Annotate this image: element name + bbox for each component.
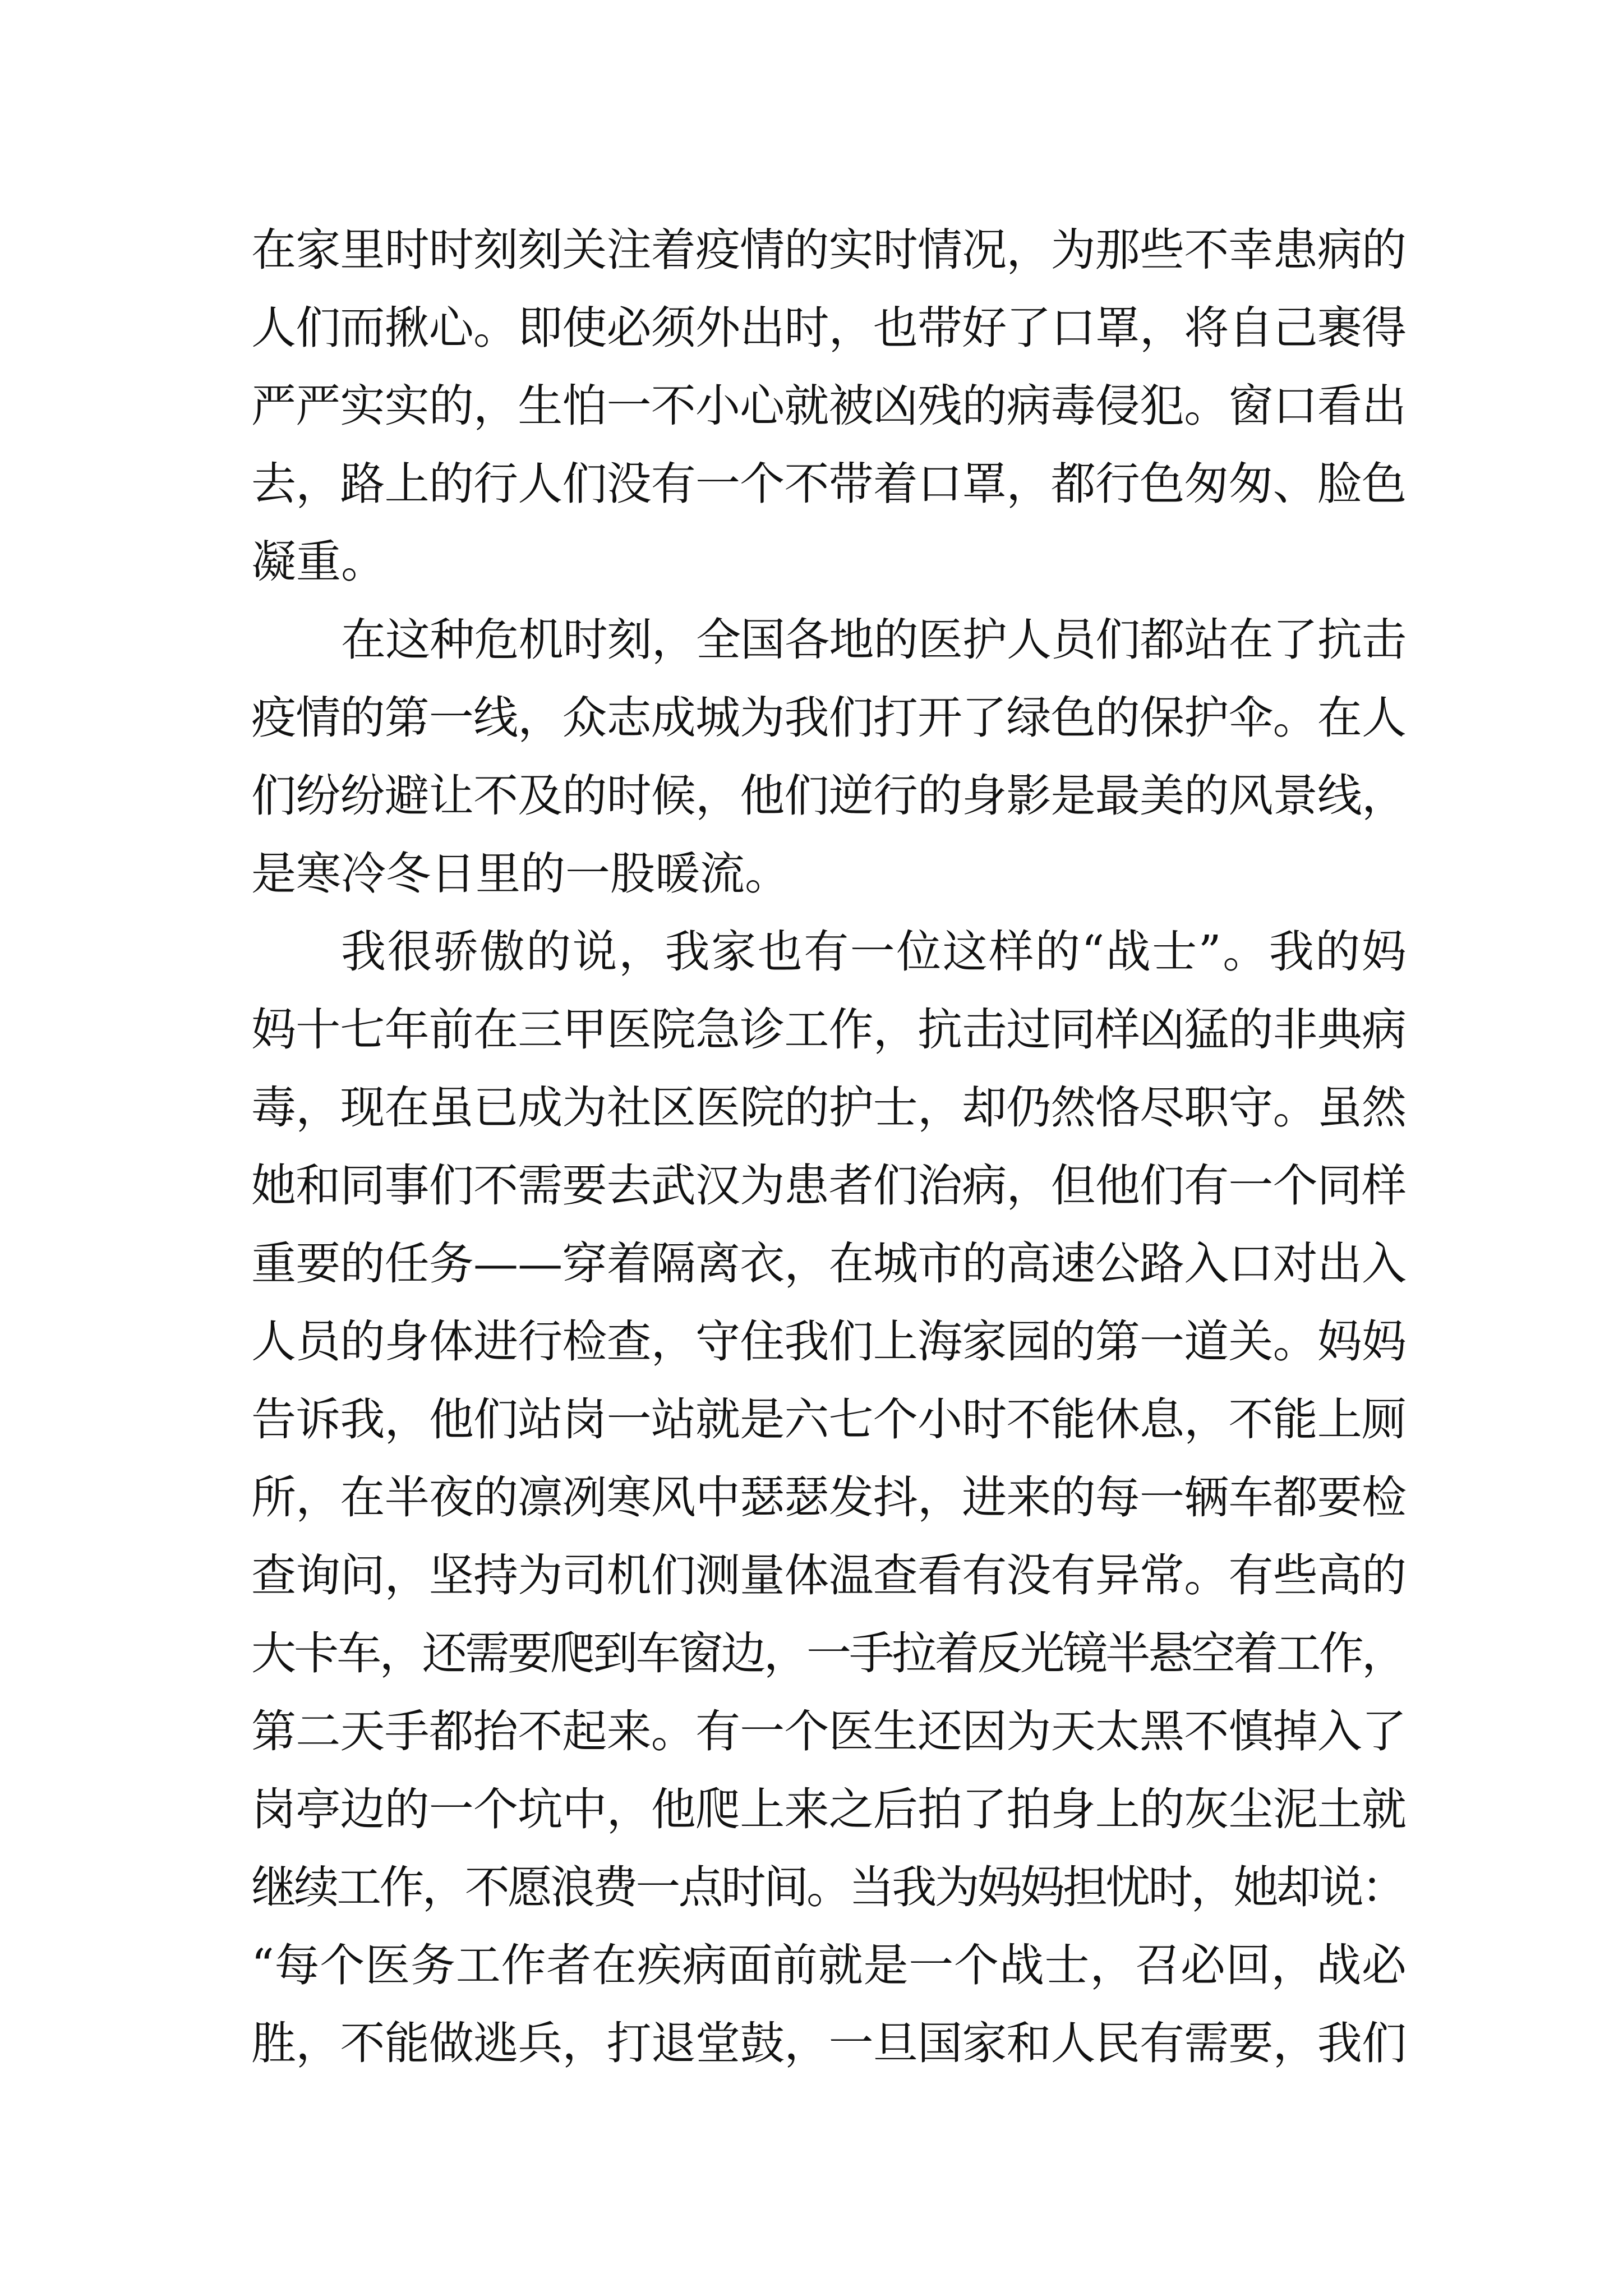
text-line: 岗亭边的一个坑中，他爬上来之后拍了拍身上的灰尘泥土就	[251, 1783, 1407, 1835]
text-line: 大卡车，还需要爬到车窗边，一手拉着反光镜半悬空着工作，	[251, 1627, 1405, 1680]
text-line: 疫情的第一线，众志成城为我们打开了绿色的保护伞。在人	[251, 692, 1407, 744]
text-line: 胜，不能做逃兵，打退堂鼓，一旦国家和人民有需要，我们	[251, 2017, 1407, 2069]
text-line: 人们而揪心。即使必须外出时，也带好了口罩，将自己裹得	[251, 302, 1407, 354]
text-line: 凝重。	[251, 536, 386, 588]
paragraph-start-line: 在这种危机时刻，全国各地的医护人员们都站在了抗击	[341, 614, 1407, 666]
text-line: 重要的任务——穿着隔离衣，在城市的高速公路入口对出入	[251, 1237, 1407, 1290]
text-line: 继续工作，不愿浪费一点时间。当我为妈妈担忧时，她却说：	[251, 1861, 1405, 1913]
text-line: 们纷纷避让不及的时候，他们逆行的身影是最美的风景线，	[251, 770, 1407, 822]
text-line: 第二天手都抬不起来。有一个医生还因为天太黑不慎掉入了	[251, 1705, 1407, 1757]
text-line: 查询问，坚持为司机们测量体温查看有没有异常。有些高的	[251, 1549, 1407, 1602]
text-line: 是寒冷冬日里的一股暖流。	[251, 848, 790, 900]
text-line: 去，路上的行人们没有一个不带着口罩，都行色匆匆、脸色	[251, 458, 1407, 510]
text-line: 妈十七年前在三甲医院急诊工作，抗击过同样凶猛的非典病	[251, 1004, 1407, 1056]
text-line: 所，在半夜的凛冽寒风中瑟瑟发抖，进来的每一辆车都要检	[251, 1471, 1407, 1524]
text-line: 严严实实的，生怕一不小心就被凶残的病毒侵犯。窗口看出	[251, 380, 1407, 432]
text-line: 她和同事们不需要去武汉为患者们治病，但他们有一个同样	[251, 1159, 1407, 1212]
text-line: 在家里时时刻刻关注着疫情的实时情况，为那些不幸患病的	[251, 224, 1407, 276]
paragraph-start-line: 我很骄傲的说，我家也有一位这样的“战士”。我的妈	[341, 926, 1408, 978]
text-line: 人员的身体进行检查，守住我们上海家园的第一道关。妈妈	[251, 1315, 1407, 1368]
text-line: 告诉我，他们站岗一站就是六七个小时不能休息，不能上厕	[251, 1393, 1407, 1446]
text-line: 毒，现在虽已成为社区医院的护士，却仍然恪尽职守。虽然	[251, 1082, 1407, 1134]
text-line: “每个医务工作者在疾病面前就是一个战士，召必回，战必	[251, 1939, 1407, 1991]
